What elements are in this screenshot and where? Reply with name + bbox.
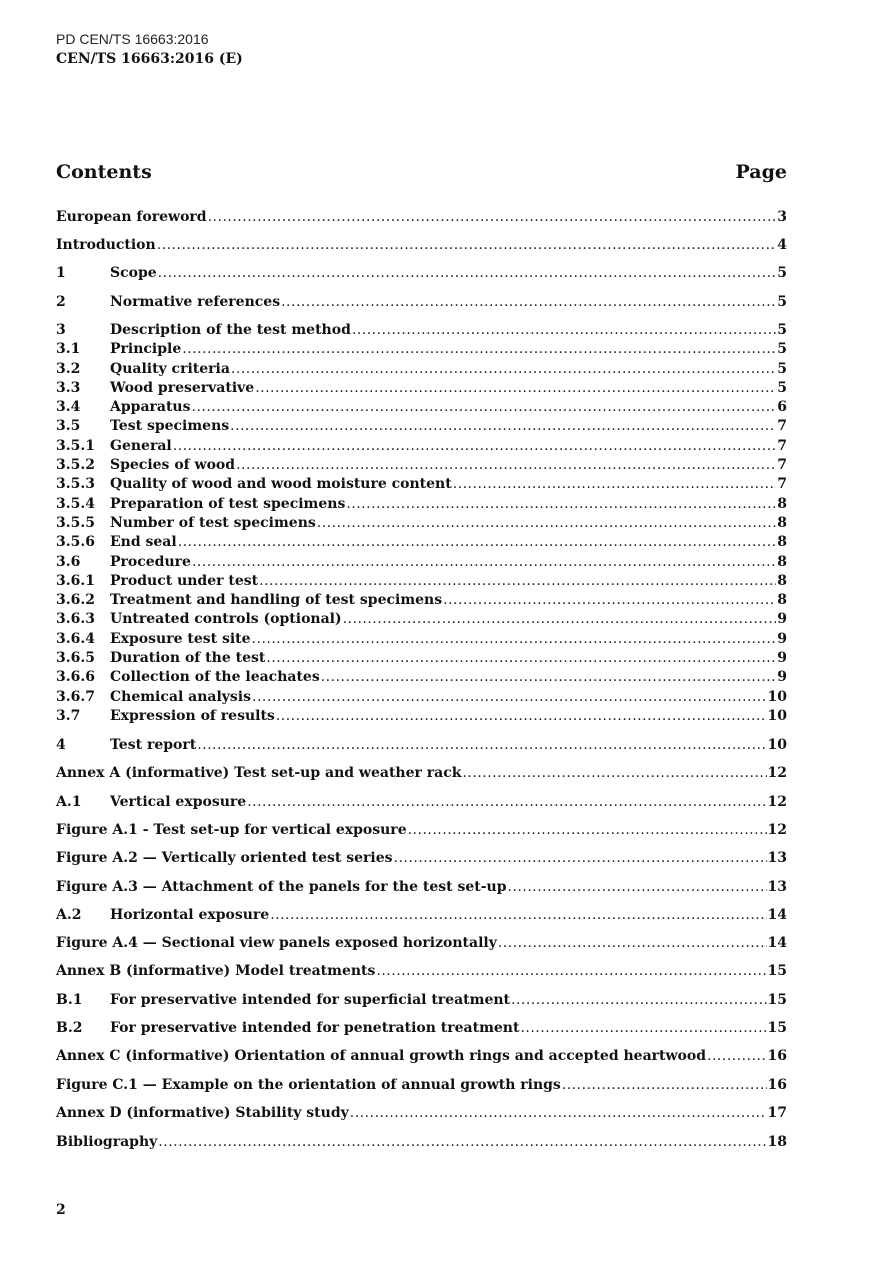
- dot-leader: [252, 630, 777, 649]
- dot-leader: [508, 878, 767, 897]
- toc-entry-number: 3.6.5: [56, 650, 95, 666]
- toc-entry-page: 8: [777, 515, 787, 531]
- toc-entry-title: Product under test: [110, 573, 259, 589]
- toc-entry[interactable]: [56, 991, 787, 1010]
- toc-entry-title: Quality of wood and wood moisture content: [110, 476, 452, 492]
- toc-entry-title: Expression of results: [110, 708, 275, 724]
- toc-entry-number: A.2: [56, 907, 82, 923]
- dot-leader: [443, 591, 776, 610]
- toc-entry-number: B.2: [56, 1020, 83, 1036]
- toc-entry-title: Test specimens: [110, 418, 230, 434]
- toc-entry-page: 12: [767, 765, 787, 781]
- toc-entry-page: 10: [767, 737, 787, 753]
- toc-entry-number: 3.6.3: [56, 611, 95, 627]
- toc-entry-title: Exposure test site: [110, 631, 251, 647]
- toc-entry-page: 8: [777, 592, 787, 608]
- toc-entry-page: 14: [767, 907, 787, 923]
- toc-entry-title: Bibliography: [56, 1134, 158, 1150]
- toc-entry[interactable]: [56, 572, 787, 591]
- toc-entry[interactable]: [56, 962, 787, 981]
- toc-entry[interactable]: [56, 688, 787, 707]
- toc-entry-number: 3.6.4: [56, 631, 95, 647]
- toc-entry[interactable]: [56, 533, 787, 552]
- toc-entry-title: Normative references: [110, 294, 281, 310]
- dot-leader: [266, 649, 776, 668]
- dot-leader: [520, 1019, 766, 1038]
- toc-entry-title: Introduction: [56, 237, 156, 253]
- toc-entry-page: 5: [777, 322, 787, 338]
- toc-entry[interactable]: [56, 668, 787, 687]
- dot-leader: [346, 495, 776, 514]
- table-of-contents: [56, 0, 787, 1262]
- toc-entry-page: 10: [767, 689, 787, 705]
- toc-entry[interactable]: [56, 360, 787, 379]
- toc-entry-number: 3.6.2: [56, 592, 95, 608]
- toc-entry-title: Annex A (informative) Test set-up and weather rack: [56, 765, 462, 781]
- dot-leader: [157, 236, 777, 255]
- toc-entry-title: Treatment and handling of test specimens: [110, 592, 443, 608]
- toc-entry-number: 3: [56, 322, 66, 338]
- dot-leader: [236, 456, 776, 475]
- toc-entry-number: 3.5.4: [56, 496, 95, 512]
- toc-entry-page: 15: [767, 963, 787, 979]
- toc-entry-page: 10: [767, 708, 787, 724]
- toc-entry-page: 4: [777, 237, 787, 253]
- toc-entry-page: 18: [767, 1134, 787, 1150]
- toc-entry-title: Untreated controls (optional): [110, 611, 342, 627]
- toc-entry-page: 8: [777, 534, 787, 550]
- dot-leader: [376, 962, 766, 981]
- toc-entry[interactable]: [56, 610, 787, 629]
- toc-entry-page: 8: [777, 573, 787, 589]
- toc-entry[interactable]: [56, 1047, 787, 1066]
- toc-entry-page: 8: [777, 554, 787, 570]
- dot-leader: [192, 398, 777, 417]
- toc-entry-title: Figure A.1 - Test set-up for vertical exposure: [56, 822, 407, 838]
- toc-entry-number: 3.6.7: [56, 689, 95, 705]
- toc-entry-page: 5: [777, 361, 787, 377]
- dot-leader: [281, 293, 776, 312]
- toc-entry-title: End seal: [110, 534, 177, 550]
- dot-leader: [252, 688, 767, 707]
- toc-entry[interactable]: [56, 764, 787, 783]
- toc-entry[interactable]: [56, 849, 787, 868]
- toc-entry[interactable]: [56, 321, 787, 340]
- toc-entry-page: 7: [777, 418, 787, 434]
- toc-entry-number: A.1: [56, 794, 82, 810]
- dot-leader: [197, 736, 766, 755]
- toc-entry-number: 3.1: [56, 341, 81, 357]
- toc-entry-page: 5: [777, 380, 787, 396]
- dot-leader: [343, 610, 777, 629]
- dot-leader: [352, 321, 776, 340]
- toc-entry-number: 3.4: [56, 399, 81, 415]
- toc-entry-number: 3.5.5: [56, 515, 95, 531]
- toc-entry-title: For preservative intended for superficial treatment: [110, 992, 510, 1008]
- toc-entry-title: Duration of the test: [110, 650, 266, 666]
- document-id-subheader: CEN/TS 16663:2016 (E): [56, 51, 243, 67]
- dot-leader: [182, 340, 776, 359]
- toc-entry-page: 13: [767, 850, 787, 866]
- toc-entry-title: Chemical analysis: [110, 689, 252, 705]
- toc-entry[interactable]: [56, 340, 787, 359]
- dot-leader: [178, 533, 777, 552]
- toc-entry-title: European foreword: [56, 209, 207, 225]
- toc-entry-page: 17: [767, 1105, 787, 1121]
- toc-entry-title: Principle: [110, 341, 182, 357]
- toc-entry[interactable]: [56, 649, 787, 668]
- toc-entry[interactable]: [56, 630, 787, 649]
- toc-entry[interactable]: [56, 878, 787, 897]
- toc-entry-title: For preservative intended for penetration treatment: [110, 1020, 520, 1036]
- toc-entry-number: 3.7: [56, 708, 81, 724]
- toc-entry-number: 1: [56, 265, 66, 281]
- dot-leader: [317, 514, 776, 533]
- toc-entry-page: 5: [777, 341, 787, 357]
- toc-entry[interactable]: [56, 456, 787, 475]
- toc-entry-page: 9: [777, 650, 787, 666]
- toc-entry[interactable]: [56, 379, 787, 398]
- toc-entry-number: 3.6.1: [56, 573, 95, 589]
- toc-entry-title: Figure A.2 — Vertically oriented test series: [56, 850, 393, 866]
- dot-leader: [276, 707, 767, 726]
- contents-title: Contents: [56, 161, 152, 183]
- toc-entry-page: 6: [777, 399, 787, 415]
- dot-leader: [173, 437, 777, 456]
- dot-leader: [511, 991, 767, 1010]
- toc-entry-page: 12: [767, 794, 787, 810]
- dot-leader: [255, 379, 776, 398]
- toc-entry-page: 9: [777, 611, 787, 627]
- page-number: 2: [56, 1202, 66, 1218]
- dot-leader: [259, 572, 776, 591]
- toc-entry-page: 15: [767, 1020, 787, 1036]
- toc-entry[interactable]: [56, 475, 787, 494]
- toc-entry-page: 5: [777, 265, 787, 281]
- toc-entry-title: Number of test specimens: [110, 515, 316, 531]
- toc-entry-title: Annex B (informative) Model treatments: [56, 963, 376, 979]
- dot-leader: [408, 821, 767, 840]
- toc-entry-number: 4: [56, 737, 66, 753]
- toc-entry-number: B.1: [56, 992, 83, 1008]
- toc-entry-number: 3.5.6: [56, 534, 95, 550]
- page-column-label: Page: [735, 161, 787, 183]
- toc-entry-title: General: [110, 438, 172, 454]
- toc-entry[interactable]: [56, 417, 787, 436]
- dot-leader: [707, 1047, 767, 1066]
- dot-leader: [321, 668, 777, 687]
- dot-leader: [192, 553, 776, 572]
- toc-entry-page: 7: [777, 438, 787, 454]
- toc-entry-page: 14: [767, 935, 787, 951]
- toc-entry[interactable]: [56, 1104, 787, 1123]
- toc-entry-number: 3.6: [56, 554, 81, 570]
- toc-entry-title: Quality criteria: [110, 361, 230, 377]
- toc-entry[interactable]: [56, 821, 787, 840]
- toc-entry-title: Vertical exposure: [110, 794, 247, 810]
- toc-entry-page: 7: [777, 476, 787, 492]
- toc-entry[interactable]: [56, 437, 787, 456]
- toc-entry-page: 7: [777, 457, 787, 473]
- toc-entry[interactable]: [56, 906, 787, 925]
- toc-entry-title: Figure A.3 — Attachment of the panels for the test set-up: [56, 879, 507, 895]
- toc-entry-number: 3.3: [56, 380, 81, 396]
- toc-entry-page: 16: [767, 1048, 787, 1064]
- toc-entry[interactable]: [56, 264, 787, 283]
- dot-leader: [230, 417, 776, 436]
- toc-entry-page: 8: [777, 496, 787, 512]
- toc-entry[interactable]: [56, 736, 787, 755]
- toc-entry[interactable]: [56, 1133, 787, 1152]
- toc-entry-number: 3.5.1: [56, 438, 95, 454]
- toc-entry-title: Procedure: [110, 554, 191, 570]
- dot-leader: [562, 1076, 767, 1095]
- toc-entry[interactable]: [56, 591, 787, 610]
- toc-entry[interactable]: [56, 208, 787, 227]
- toc-entry[interactable]: [56, 495, 787, 514]
- toc-entry-number: 2: [56, 294, 66, 310]
- toc-entry-title: Figure C.1 — Example on the orientation of annual growth rings: [56, 1077, 561, 1093]
- toc-entry-page: 3: [777, 209, 787, 225]
- toc-entry-title: Annex D (informative) Stability study: [56, 1105, 349, 1121]
- toc-entry-number: 3.2: [56, 361, 81, 377]
- dot-leader: [270, 906, 766, 925]
- dot-leader: [158, 264, 777, 283]
- toc-entry[interactable]: [56, 707, 787, 726]
- toc-entry[interactable]: [56, 553, 787, 572]
- toc-entry[interactable]: [56, 1076, 787, 1095]
- toc-entry-title: Test report: [110, 737, 197, 753]
- dot-leader: [453, 475, 777, 494]
- toc-entry[interactable]: [56, 398, 787, 417]
- toc-entry-page: 12: [767, 822, 787, 838]
- toc-entry-number: 3.5.2: [56, 457, 95, 473]
- toc-entry-title: Description of the test method: [110, 322, 351, 338]
- toc-entry-title: Preparation of test specimens: [110, 496, 346, 512]
- toc-entry-page: 13: [767, 879, 787, 895]
- dot-leader: [208, 208, 777, 227]
- toc-entry[interactable]: [56, 293, 787, 312]
- toc-entry-number: 3.6.6: [56, 669, 95, 685]
- toc-entry-title: Species of wood: [110, 457, 236, 473]
- toc-entry[interactable]: [56, 1019, 787, 1038]
- toc-entry-page: 15: [767, 992, 787, 1008]
- toc-entry-title: Figure A.4 — Sectional view panels exposed horizontally: [56, 935, 497, 951]
- toc-entry-page: 16: [767, 1077, 787, 1093]
- toc-entry-title: Apparatus: [110, 399, 191, 415]
- dot-leader: [394, 849, 767, 868]
- toc-entry-number: 3.5: [56, 418, 81, 434]
- toc-entry[interactable]: [56, 236, 787, 255]
- toc-entry-page: 9: [777, 631, 787, 647]
- toc-entry[interactable]: [56, 514, 787, 533]
- document-id-header: PD CEN/TS 16663:2016: [56, 31, 209, 47]
- toc-entry-page: 5: [777, 294, 787, 310]
- toc-entry-number: 3.5.3: [56, 476, 95, 492]
- toc-entry-title: Scope: [110, 265, 157, 281]
- toc-entry-page: 9: [777, 669, 787, 685]
- dot-leader: [462, 764, 766, 783]
- toc-entry[interactable]: [56, 793, 787, 812]
- toc-entry-title: Annex C (informative) Orientation of annual growth rings and accepted heartwood: [56, 1048, 707, 1064]
- toc-entry-title: Collection of the leachates: [110, 669, 320, 685]
- dot-leader: [247, 793, 766, 812]
- toc-entry[interactable]: [56, 934, 787, 953]
- toc-entry-title: Horizontal exposure: [110, 907, 270, 923]
- dot-leader: [350, 1104, 767, 1123]
- dot-leader: [231, 360, 776, 379]
- dot-leader: [158, 1133, 766, 1152]
- dot-leader: [498, 934, 767, 953]
- toc-entry-title: Wood preservative: [110, 380, 255, 396]
